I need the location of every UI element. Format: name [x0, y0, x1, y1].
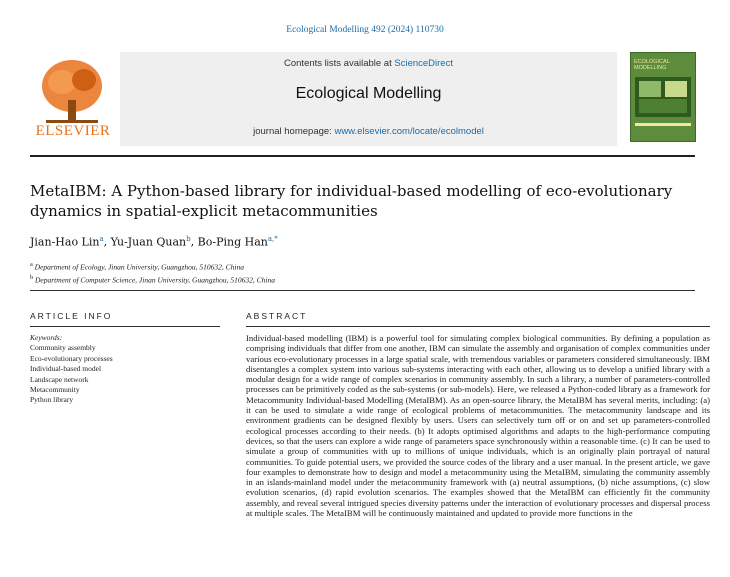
keyword: Individual-based model: [30, 364, 102, 374]
cover-title: ECOLOGICAL MODELLING: [634, 59, 670, 71]
journal-cover-thumbnail[interactable]: [630, 52, 696, 142]
journal-title: Ecological Modelling: [295, 85, 442, 102]
keyword: Metacommunity: [30, 385, 80, 395]
journal-reference[interactable]: Ecological Modelling 492 (2024) 110730: [286, 25, 444, 35]
author-affil-mark[interactable]: a: [99, 235, 104, 243]
header-rule: [30, 155, 695, 157]
article-title: MetaIBM: A Python-based library for individual-based modelling of eco-evolutionary dynamics in spatial-explicit metacommunities: [30, 182, 673, 220]
author-list: Jian-Hao Lin$^a$, Yu-Juan Quan$^b$, Bo-Ping Han$^{a,*}$: [30, 235, 278, 249]
keyword: Python library: [30, 395, 74, 405]
keyword: Landscape network: [30, 374, 89, 384]
homepage-prefix: journal homepage:: [253, 126, 335, 137]
contents-prefix: Contents lists available at: [284, 58, 395, 69]
affiliations: [30, 260, 695, 285]
affiliation: $^b$ Department of Computer Science, Jinan University, Guangzhou, 510632, China: [30, 273, 275, 284]
homepage-link[interactable]: www.elsevier.com/locate/ecolmodel: [334, 126, 484, 137]
author-affil-mark[interactable]: b: [186, 235, 191, 243]
cover-art: [631, 53, 695, 141]
keywords-label: Keywords:: [30, 333, 63, 342]
article-info-heading: ARTICLE INFO: [30, 311, 113, 321]
author-name[interactable]: Yu-Juan Quan: [110, 235, 187, 249]
contents-availability: [120, 58, 617, 69]
elsevier-wordmark: ELSEVIER: [35, 123, 111, 139]
abstract-rule: [246, 326, 710, 327]
affiliation: $^a$ Department of Ecology, Jinan University, Guangzhou, 510632, China: [30, 261, 245, 272]
keyword: Eco-evolutionary processes: [30, 353, 113, 363]
abstract-text: Individual-based modelling (IBM) is a powerful tool for simulating complex biological communities. By defining a population as comprising individuals that differ from one another, IBM can simulate the assembly and organisation of complex communities under various eco-evolutionary processes in a large spatial scale, with tremendous variables or parameters considered simultaneously. IBM disentangles a complex system into various sub-systems interacting with each other, allowing us to develop a unified library with a modular design for a wide range of complex scenarios in community assembly. In such a library, a number of parameters-controlled processes can be primitively coded as the sub-systems (or sub-models). Here, we released a Python-coded library as a framework for Metacommunity Individual-based Modelling (MetaIBM). As an open-source library, the MetaIBM has several merits, including: (a) it can be used to simulate a wide range of ecological problems of metacommunities. The metacommunity landscape and its environment gradients can be designed flexibly by users. Users can selectively turn off or on and set up parameters-controlled ecological processes according to their needs. (b) It adopts optimised algorithms and adapts to the high-performance computing devices, so that the users can explore a wide range of parameters space synchronously within a reasonable time. (c) It can be used to simulate a group of communities with up to millions of unique individuals, which is an originally plain portrayal of natural communities. To guide potential users, we provided the source codes of the library and a user manual. In the present article, we gave four examples to demonstrate how to design and model a metacommunity using the MetaIBM, simulating the community assembly in an islands-mainland model under the metacommunity framework with (a) neutral assumptions, (b) niche assumptions, (c) slow evolution scenarios, (d) rapid evolution scenarios. The examples showed that the MetaIBM can efficiently fit the community assembly, and reveal several intrigued species diversity patterns under the interaction of evolutionary processes and dispersal process at multiple scales. The MetaIBM will be continuously maintained and updated to provide more functions in the: [246, 333, 710, 519]
keyword: Community assembly: [30, 343, 96, 353]
keywords-list: [30, 333, 220, 406]
author-name[interactable]: Jian-Hao Lin: [30, 235, 100, 249]
journal-homepage: [120, 126, 617, 137]
article-info-rule: [30, 326, 220, 327]
author-affil-mark[interactable]: a,*: [267, 235, 278, 243]
author-name[interactable]: Bo-Ping Han: [197, 235, 268, 249]
elsevier-tree-logo: [32, 52, 112, 134]
abstract-heading: ABSTRACT: [246, 311, 308, 321]
sciencedirect-link[interactable]: ScienceDirect: [394, 58, 453, 69]
section-divider: [30, 290, 695, 291]
